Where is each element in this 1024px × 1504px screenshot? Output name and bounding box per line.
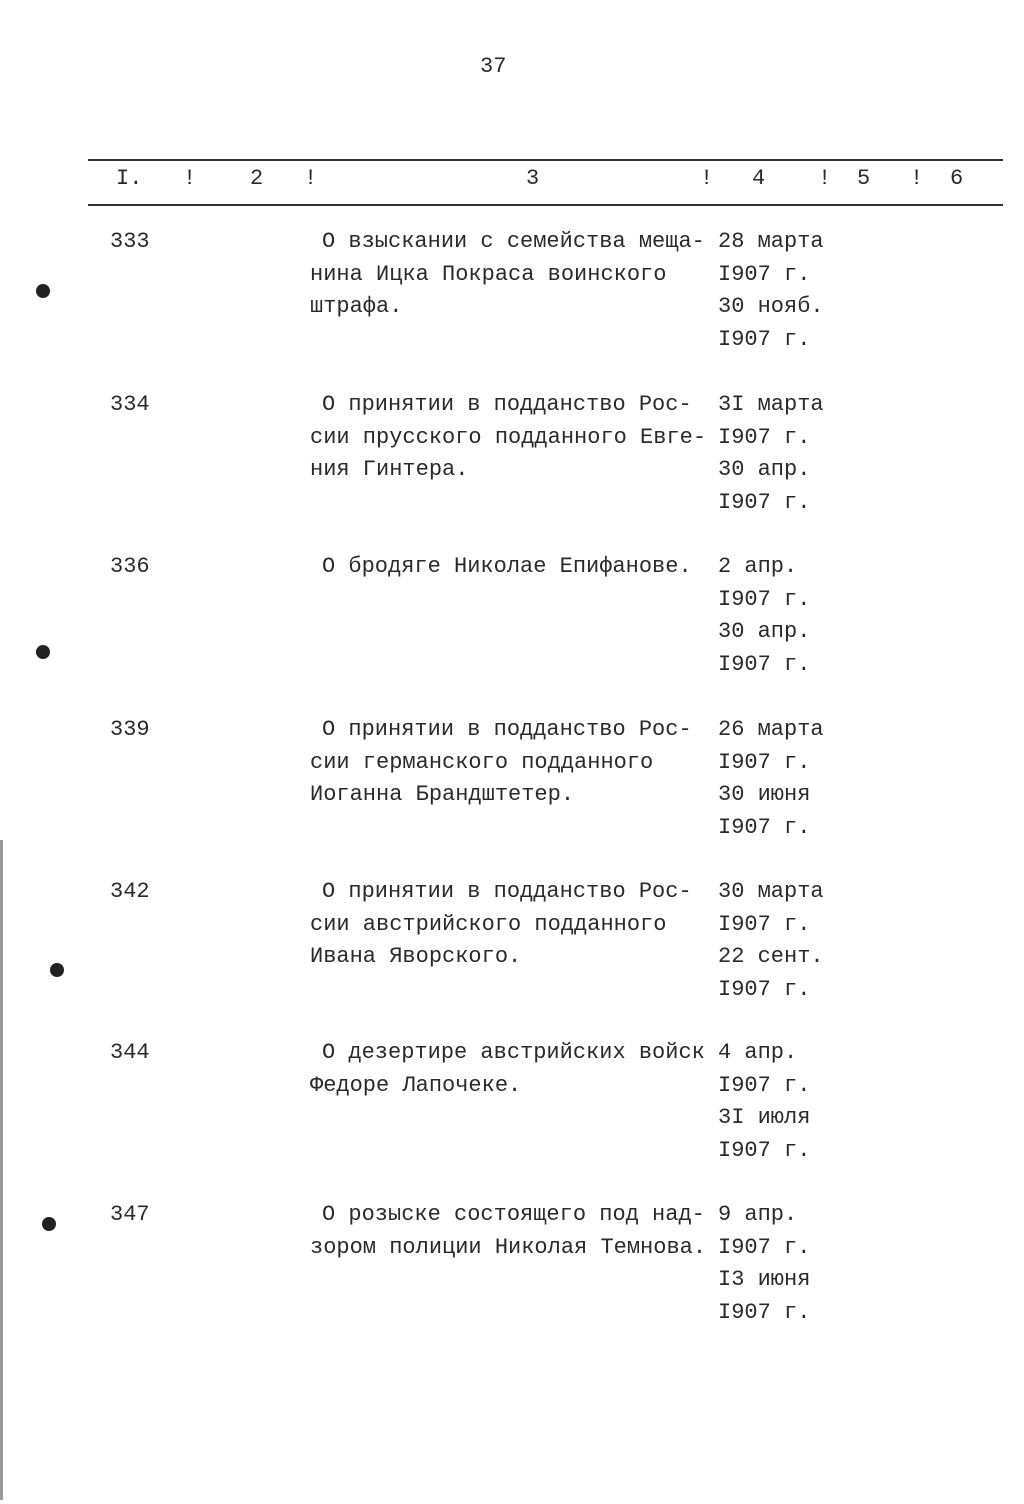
description-line: О розыске состоящего под над- (322, 1202, 705, 1227)
record-number: 347 (110, 1202, 150, 1227)
table-row (0, 551, 1024, 691)
date-line: 30 апр. (718, 619, 811, 644)
header-col-5: 5 (857, 166, 871, 191)
record-number: 344 (110, 1040, 150, 1065)
description-line: сии австрийского подданного (310, 911, 667, 937)
header-separator: ! (183, 166, 197, 191)
date-line: I907 г. (718, 424, 811, 450)
record-dates (718, 389, 824, 519)
description-line: штрафа. (310, 294, 403, 319)
date-line: I907 г. (718, 1137, 811, 1163)
date-line: I907 г. (718, 814, 811, 840)
table-row (0, 714, 1024, 854)
date-line: 4 апр. (718, 1040, 798, 1065)
description-line: О принятии в подданство Рос- (322, 717, 692, 742)
description-line: зором полиции Николая Темнова. (310, 1234, 707, 1260)
description-line: Федоре Лапочеке. (310, 1072, 522, 1098)
record-number: 336 (110, 554, 150, 579)
description-line: О принятии в подданство Рос- (322, 879, 692, 904)
date-line: 30 июня (718, 782, 811, 807)
date-line: 22 сент. (718, 944, 824, 969)
table-row (0, 1037, 1024, 1177)
record-dates (718, 1199, 810, 1329)
header-col-3: 3 (526, 166, 540, 191)
record-number: 339 (110, 717, 150, 742)
header-col-4: 4 (752, 166, 766, 191)
record-number: 333 (110, 229, 150, 254)
punch-hole-mark (50, 963, 64, 977)
date-line: I907 г. (718, 651, 811, 677)
header-separator: ! (818, 166, 832, 191)
date-line: I907 г. (718, 326, 811, 352)
record-number: 334 (110, 392, 150, 417)
record-description (310, 389, 706, 487)
date-line: 28 марта (718, 229, 824, 254)
description-line: ния Гинтера. (310, 457, 469, 482)
date-line: I907 г. (718, 489, 811, 515)
record-description (310, 226, 705, 324)
header-col-1: I. (116, 166, 143, 191)
table-row (0, 876, 1024, 1016)
date-line: I907 г. (718, 586, 811, 612)
date-line: I907 г. (718, 749, 811, 775)
header-col-6: 6 (950, 166, 964, 191)
record-description (310, 551, 692, 584)
header-separator: ! (304, 166, 318, 191)
record-dates (718, 1037, 810, 1167)
table-row (0, 226, 1024, 366)
description-line: Иоганна Брандштетер. (310, 782, 575, 807)
date-line: I907 г. (718, 976, 811, 1002)
description-line: сии германского подданного (310, 749, 654, 775)
record-dates (718, 226, 824, 356)
table-row (0, 389, 1024, 529)
date-line: 3I марта (718, 392, 824, 417)
description-line: О принятии в подданство Рос- (322, 392, 692, 417)
page-number: 37 (480, 54, 507, 79)
date-line: I907 г. (718, 1072, 811, 1098)
date-line: 30 апр. (718, 457, 811, 482)
header-separator: ! (700, 166, 714, 191)
date-line: 30 марта (718, 879, 824, 904)
description-line: Ивана Яворского. (310, 944, 522, 969)
table-header-rule (88, 204, 1003, 206)
description-line: О взыскании с семейства меща- (322, 229, 705, 254)
record-number: 342 (110, 879, 150, 904)
record-description (310, 1037, 705, 1102)
date-line: I907 г. (718, 1234, 811, 1260)
punch-hole-mark (36, 284, 50, 298)
table-top-rule (88, 159, 1003, 161)
date-line: I907 г. (718, 911, 811, 937)
date-line: I3 июня (718, 1267, 811, 1292)
header-col-2: 2 (250, 166, 264, 191)
record-description (310, 1199, 706, 1264)
date-line: 9 апр. (718, 1202, 798, 1227)
header-separator: ! (910, 166, 924, 191)
date-line: I907 г. (718, 1299, 811, 1325)
record-dates (718, 876, 824, 1006)
date-line: 30 нояб. (718, 294, 824, 319)
description-line: сии прусского подданного Евге- (310, 424, 707, 450)
punch-hole-mark (36, 645, 50, 659)
description-line: О бродяге Николае Епифанове. (322, 554, 692, 579)
record-description (310, 876, 692, 974)
punch-hole-mark (42, 1217, 56, 1231)
record-description (310, 714, 692, 812)
description-line: нина Ицка Покраса воинского (310, 261, 667, 287)
table-row (0, 1199, 1024, 1339)
date-line: 2 апр. (718, 554, 798, 579)
date-line: 26 марта (718, 717, 824, 742)
record-dates (718, 714, 824, 844)
record-dates (718, 551, 810, 681)
description-line: О дезертире австрийских войск (322, 1040, 705, 1065)
date-line: 3I июля (718, 1105, 811, 1130)
scan-edge (0, 840, 3, 1500)
date-line: I907 г. (718, 261, 811, 287)
